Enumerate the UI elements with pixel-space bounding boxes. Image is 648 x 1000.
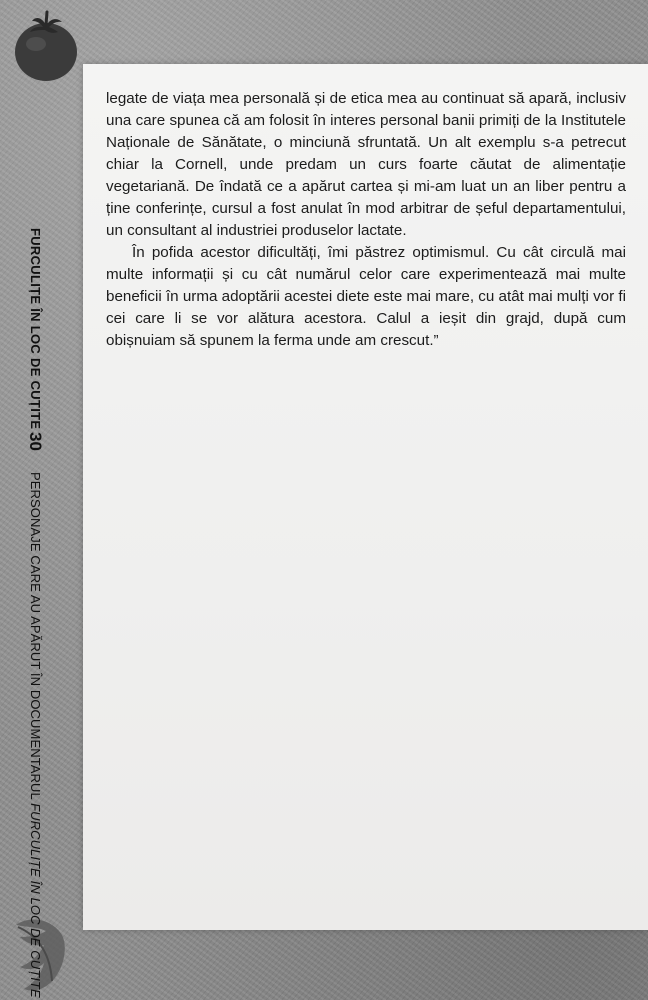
- chapter-title-italic: FURCULIȚE ÎN LOC DE CUȚITE: [28, 803, 43, 998]
- chapter-title: [25, 472, 45, 998]
- spine-header: [25, 228, 45, 998]
- chapter-title-prefix: PERSONAJE CARE AU APĂRUT ÎN DOCUMENTARUL: [28, 472, 43, 804]
- paragraph: În pofida acestor dificultăți, îmi păstrez optimismul. Cu cât circulă mai multe informații și cu cât numărul celor care experimentează mai multe beneficii în urma adoptării acestei diete este mai mare, cu atât mai mulți vor fi cei care li se vor alătura acestora. Calul a ieșit din grajd, după cum obișnuiam să spunem la ferma unde am crescut.”: [106, 244, 626, 349]
- page-number: 30: [26, 432, 45, 451]
- book-title: FURCULIȚE ÎN LOC DE CUȚITE: [28, 228, 43, 430]
- paragraph: legate de viața mea personală și de etica mea au continuat să apară, inclusiv una care spunea că am folosit în interes personal banii primiți de la Institutele Naționale de Sănătate, o minciună sfruntată. Un alt exemplu s-a petrecut chiar la Cornell, unde predam un curs foarte căutat de alimentație vegetariană. De îndată ce a apărut cartea și mi-am luat un an liber pentru a ține conferințe, cursul a fost anulat în mod arbitrar de șeful departamentului, un consultant al industriei produselor lactate.: [106, 90, 626, 239]
- body-text: [106, 88, 626, 352]
- tomato-icon: [8, 8, 86, 86]
